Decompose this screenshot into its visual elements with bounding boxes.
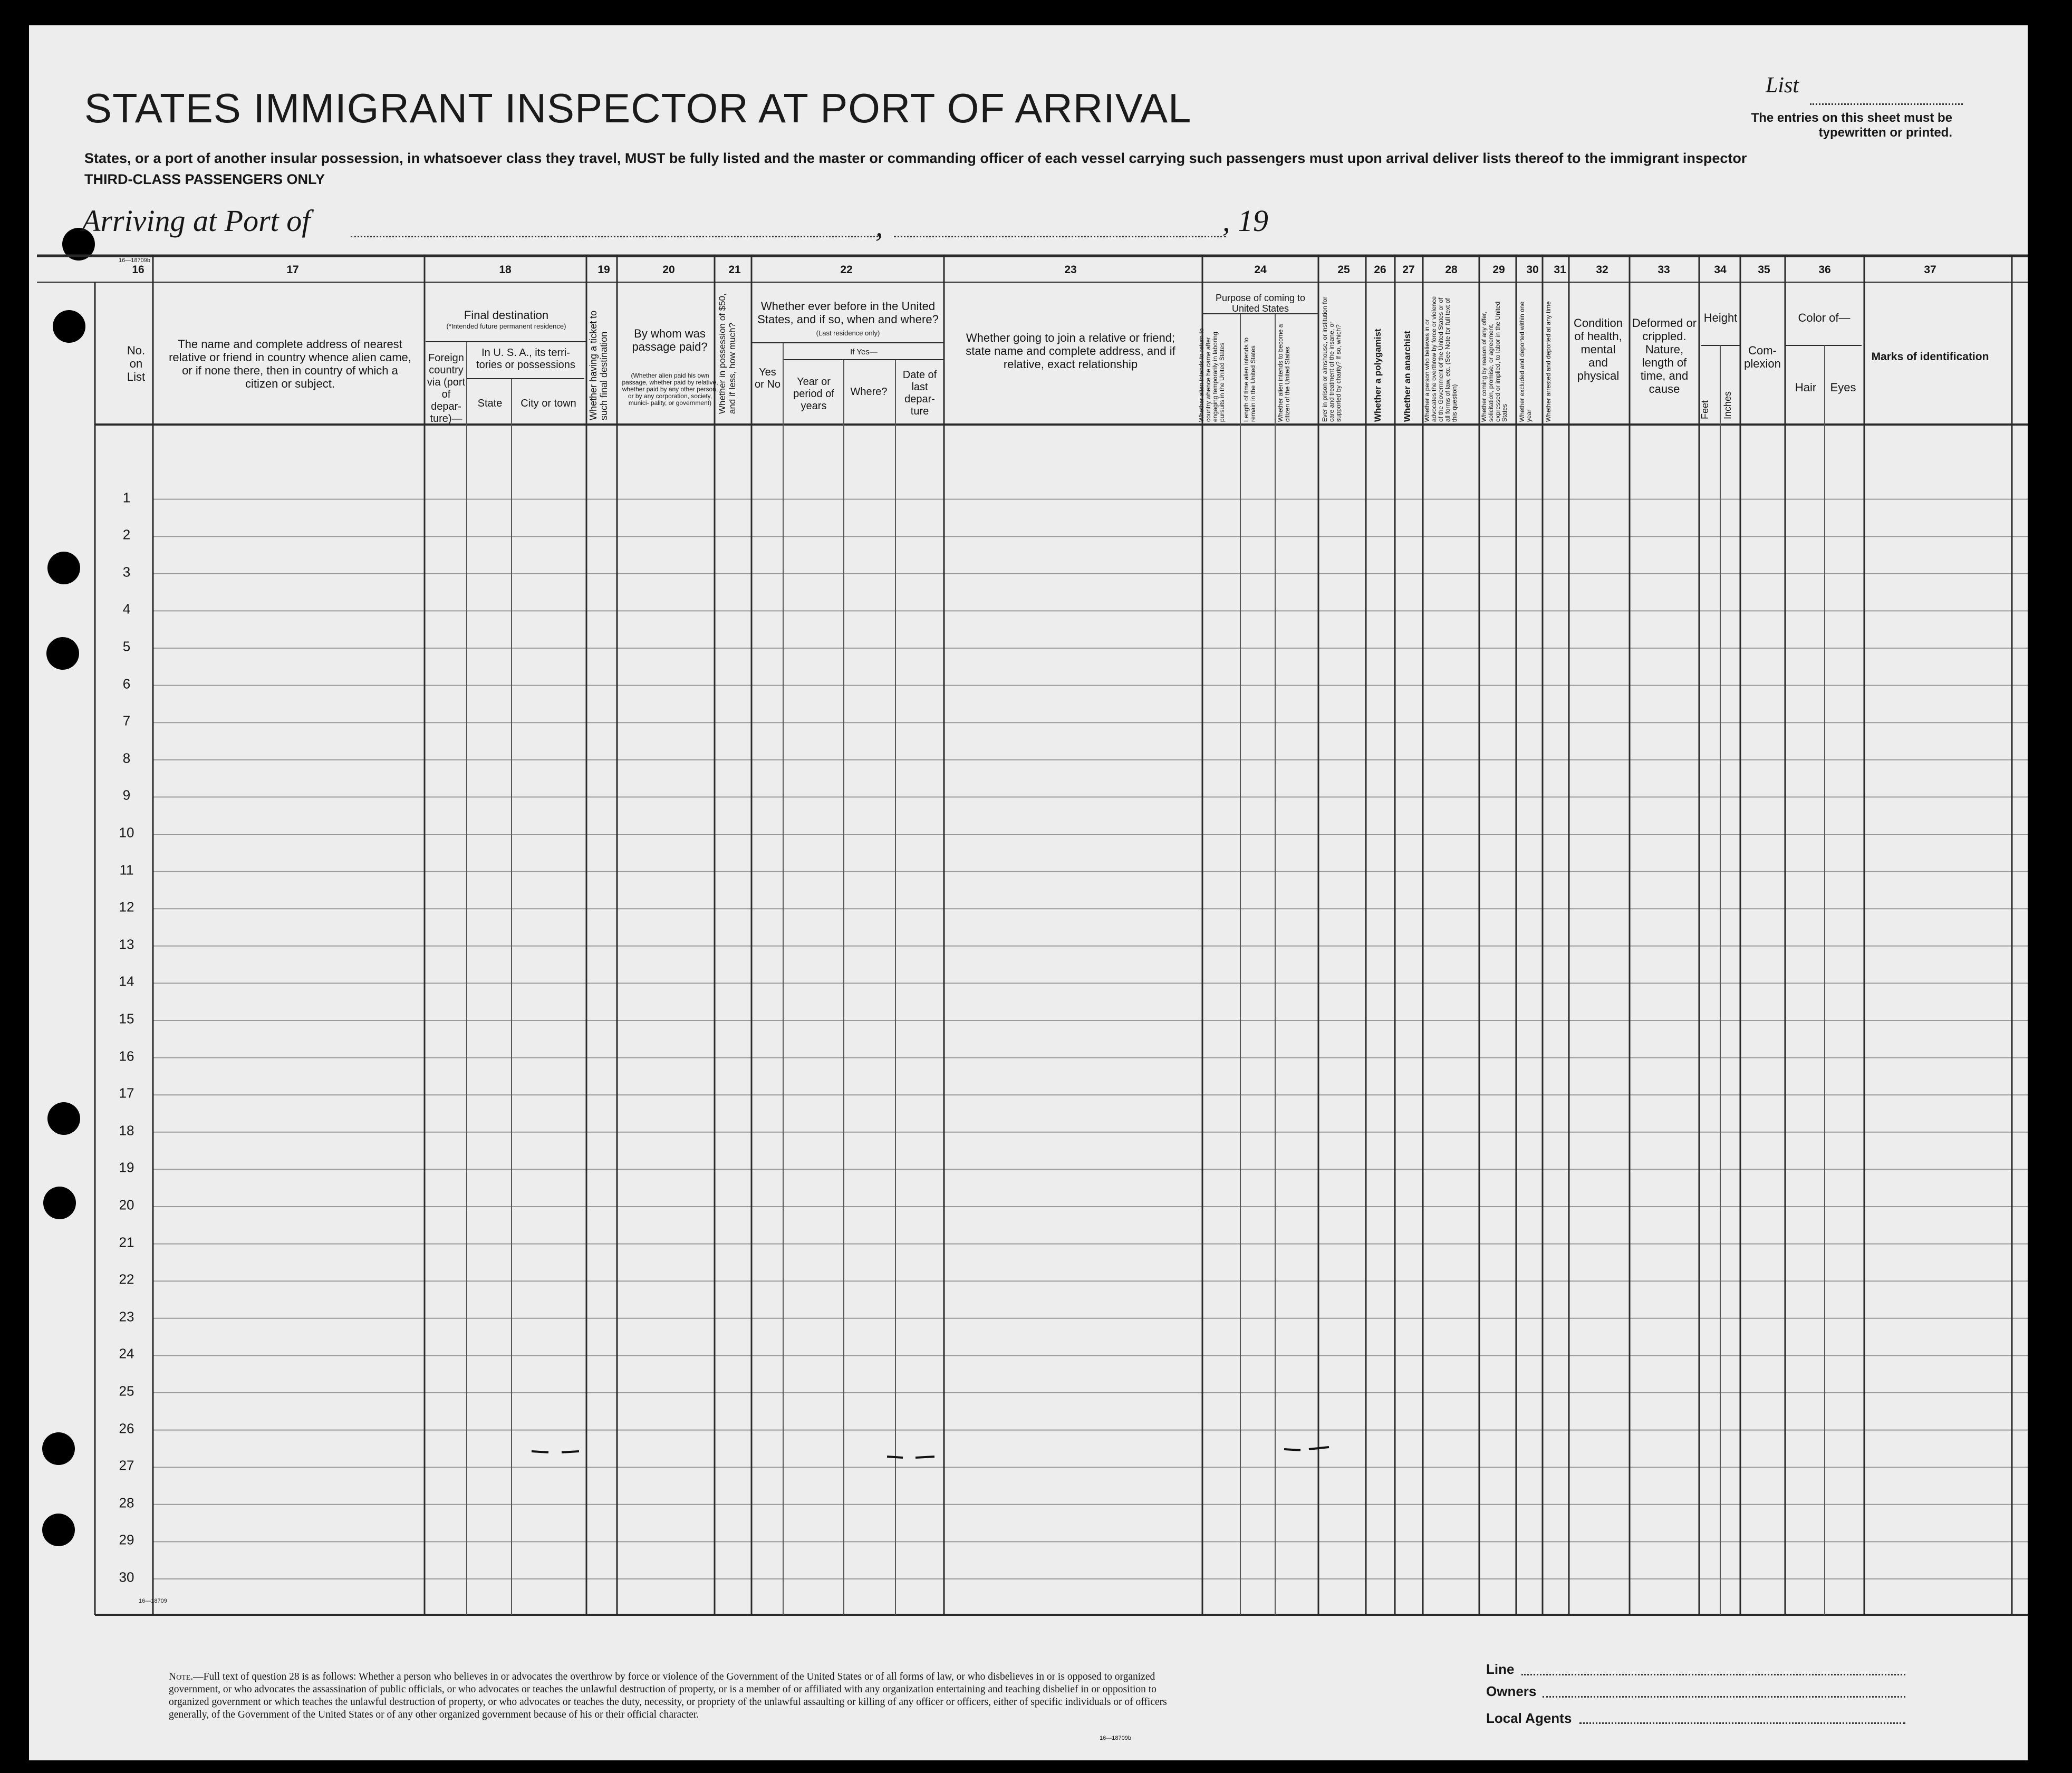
column-number: 27 xyxy=(1402,264,1415,276)
col27-header: Whether an anarchist xyxy=(1402,331,1412,422)
row-number: 15 xyxy=(119,1010,134,1027)
col18-usa: In U. S. A., its terri- tories or possessions xyxy=(476,347,575,371)
row-number: 26 xyxy=(119,1420,134,1436)
row-number: 1 xyxy=(122,489,131,505)
row-number: 12 xyxy=(119,899,134,915)
row-number: 27 xyxy=(119,1457,134,1473)
col36-title: Color of— xyxy=(1798,311,1851,324)
column-number: 23 xyxy=(1064,264,1077,276)
row-number: 21 xyxy=(119,1234,134,1250)
row-number: 13 xyxy=(119,936,134,952)
port-comma: , xyxy=(875,209,883,243)
row-number: 2 xyxy=(122,526,131,543)
form-mark-note: 16—18709b xyxy=(1100,1735,1131,1741)
col22-title: Whether ever before in the United States, and if so, when and where? xyxy=(757,300,939,326)
local-agents-field[interactable] xyxy=(1579,1722,1905,1724)
col24-title: Purpose of coming to United States xyxy=(1215,293,1306,314)
row-number: 14 xyxy=(119,973,134,989)
list-label: List xyxy=(1766,73,1799,98)
column-number: 21 xyxy=(728,264,741,276)
col34-feet: Feet xyxy=(1700,400,1710,419)
col18-title: Final destination xyxy=(464,309,549,322)
col22-where: Where? xyxy=(850,386,888,398)
row-number: 23 xyxy=(119,1308,134,1325)
col36-eyes: Eyes xyxy=(1830,381,1856,394)
col29-header: Whether coming by reason of any offer, solicitation, promise, or agreement, expressed or implied, to labor in the United States xyxy=(1480,301,1508,422)
column-number: 19 xyxy=(597,264,610,276)
col35-header: Com- plexion xyxy=(1744,344,1781,370)
row-number: 5 xyxy=(122,638,131,654)
col31-header: Whether arrested and deported at any time xyxy=(1545,301,1552,422)
col20-title: By whom was passage paid? xyxy=(632,327,708,353)
row-number: 19 xyxy=(119,1159,134,1175)
column-number: 26 xyxy=(1374,264,1386,276)
row-number: 30 xyxy=(119,1569,134,1585)
col16-header: No. on List xyxy=(127,344,146,383)
col24-return: Whether alien intends to return to country whence he came after engaging temporarily in laboring pursuits in the United States xyxy=(1198,328,1226,422)
column-number: 31 xyxy=(1554,264,1566,276)
year-label: , 19 xyxy=(1222,204,1268,238)
col18-city: City or town xyxy=(521,398,576,409)
row-number: 7 xyxy=(122,712,131,729)
col25-header: Ever in prison or almshouse, or institution for care and treatment of the insane, or supported by charity? If so, which? xyxy=(1321,296,1342,422)
col17-header: The name and complete address of nearest relative or friend in country whence alien came, or if none there, then in country of which a citizen or subject. xyxy=(169,338,411,390)
column-number: 37 xyxy=(1924,264,1936,276)
owners-label: Owners xyxy=(1486,1683,1537,1699)
col21-header: Whether in possession of $50, and if less, how much? xyxy=(717,293,737,414)
row-number: 16 xyxy=(119,1047,134,1064)
note-text: —Full text of question 28 is as follows: Whether a person who believes in or advocates the overthrow by force or violence of the Government of the United States or of all forms of law, or who disbelieves in or is opposed to organized government, or who advocates the assassination of public officials, or who advocates or teaches the unlawful destruction of property, or is a member of or affiliated with any organization entertaining and teaching disbelief in or opposition to organized government or which teaches the unlawful destruction of property, or who advocates or teaches the duty, necessity, or propriety of the unlawful assaulting or killing of any officer or officers, either of specific individuals or of officers generally, of the Government of the United States or of any other organized government because of his or their official character. xyxy=(169,1671,1167,1720)
owners-field[interactable] xyxy=(1543,1696,1905,1698)
row-number: 10 xyxy=(119,824,134,841)
row-number: 11 xyxy=(119,861,134,878)
form-mark: 16—18709b xyxy=(119,257,150,264)
note-prefix: Note. xyxy=(169,1671,194,1682)
column-number: 36 xyxy=(1818,264,1831,276)
arriving-label: Arriving at Port of xyxy=(82,204,311,238)
instruction-text: States, or a port of another insular possession, in whatsoever class they travel, MUST be fully listed and the master or commanding officer of each vessel carrying such passengers must upon arrival deliver lists thereof to the immigrant inspector xyxy=(84,150,1747,166)
column-number: 18 xyxy=(499,264,512,276)
local-agents-label: Local Agents xyxy=(1486,1710,1572,1726)
column-number: 24 xyxy=(1254,264,1267,276)
col24-citizen: Whether alien intends to become a citizen of the United States xyxy=(1277,324,1291,422)
row-number: 6 xyxy=(122,675,131,691)
col22-date: Date of last depar- ture xyxy=(902,369,937,417)
row-number: 28 xyxy=(119,1495,134,1511)
column-number: 16 xyxy=(132,264,144,276)
column-number: 28 xyxy=(1445,264,1458,276)
column-number: 22 xyxy=(840,264,853,276)
line-label: Line xyxy=(1486,1661,1515,1677)
col22-note: (Last residence only) xyxy=(816,329,880,337)
row-number: 8 xyxy=(122,750,131,766)
row-number: 3 xyxy=(122,564,131,580)
col37-header: Marks of identification xyxy=(1871,351,1989,363)
col30-header: Whether excluded and deported within one year xyxy=(1518,301,1533,422)
col23-header: Whether going to join a relative or friend; state name and complete address, and if relative, exact relationship xyxy=(966,331,1175,371)
col18-foreign: Foreign country via (port of depar- ture)— xyxy=(427,352,466,425)
row-number: 24 xyxy=(119,1345,134,1362)
row-number: 20 xyxy=(119,1197,134,1213)
column-number: 20 xyxy=(662,264,675,276)
col22-ifyes: If Yes— xyxy=(850,348,878,356)
row-number: 18 xyxy=(119,1122,134,1139)
col28-header: Whether a person who believes in or advocates the overthrow by force or violence of the Government of the United States or of all forms of law, etc. (See Note for full text of this question) xyxy=(1423,296,1458,422)
col32-header: Condition of health, mental and physical xyxy=(1574,316,1623,382)
row-number: 4 xyxy=(122,601,131,617)
row-number: 9 xyxy=(122,787,131,803)
col34-inches: Inches xyxy=(1722,391,1733,419)
row-number: 29 xyxy=(119,1531,134,1548)
row-number: 22 xyxy=(119,1271,134,1287)
col24-length: Length of time alien intends to remain in the United States xyxy=(1242,337,1257,422)
col18-note: (*Intended future permanent residence) xyxy=(446,322,566,330)
col20-note: (Whether alien paid his own passage, whether paid by relative, whether paid by any other person, or by any corporation, society, munici- pality, or government) xyxy=(622,372,718,407)
entries-notice: The entries on this sheet must be typewritten or printed. xyxy=(1751,111,1952,140)
column-number: 17 xyxy=(286,264,299,276)
class-label: THIRD-CLASS PASSENGERS ONLY xyxy=(84,171,325,187)
col22-yesno: Yes or No xyxy=(755,367,780,390)
col33-header: Deformed or crippled. Nature, length of time, and cause xyxy=(1632,316,1697,396)
column-number: 35 xyxy=(1758,264,1770,276)
column-number: 25 xyxy=(1337,264,1350,276)
column-number: 32 xyxy=(1596,264,1608,276)
column-number: 33 xyxy=(1657,264,1670,276)
column-number: 29 xyxy=(1492,264,1505,276)
col18-state: State xyxy=(477,398,503,409)
row-number: 17 xyxy=(119,1085,134,1101)
col36-hair: Hair xyxy=(1795,381,1817,394)
row-number: 25 xyxy=(119,1383,134,1399)
line-field[interactable] xyxy=(1521,1674,1905,1675)
col26-header: Whether a polygamist xyxy=(1373,329,1383,422)
page-title: STATES IMMIGRANT INSPECTOR AT PORT OF ARRIVAL xyxy=(84,85,1192,131)
column-number: 34 xyxy=(1714,264,1727,276)
column-number: 30 xyxy=(1526,264,1539,276)
col19-header: Whether having a ticket to such final destination xyxy=(588,310,609,420)
form-mark-bottom: 16—18709 xyxy=(139,1598,167,1604)
col34-title: Height xyxy=(1703,311,1738,324)
col22-years: Year or period of years xyxy=(793,376,834,412)
question-28-note xyxy=(169,1671,1181,1721)
